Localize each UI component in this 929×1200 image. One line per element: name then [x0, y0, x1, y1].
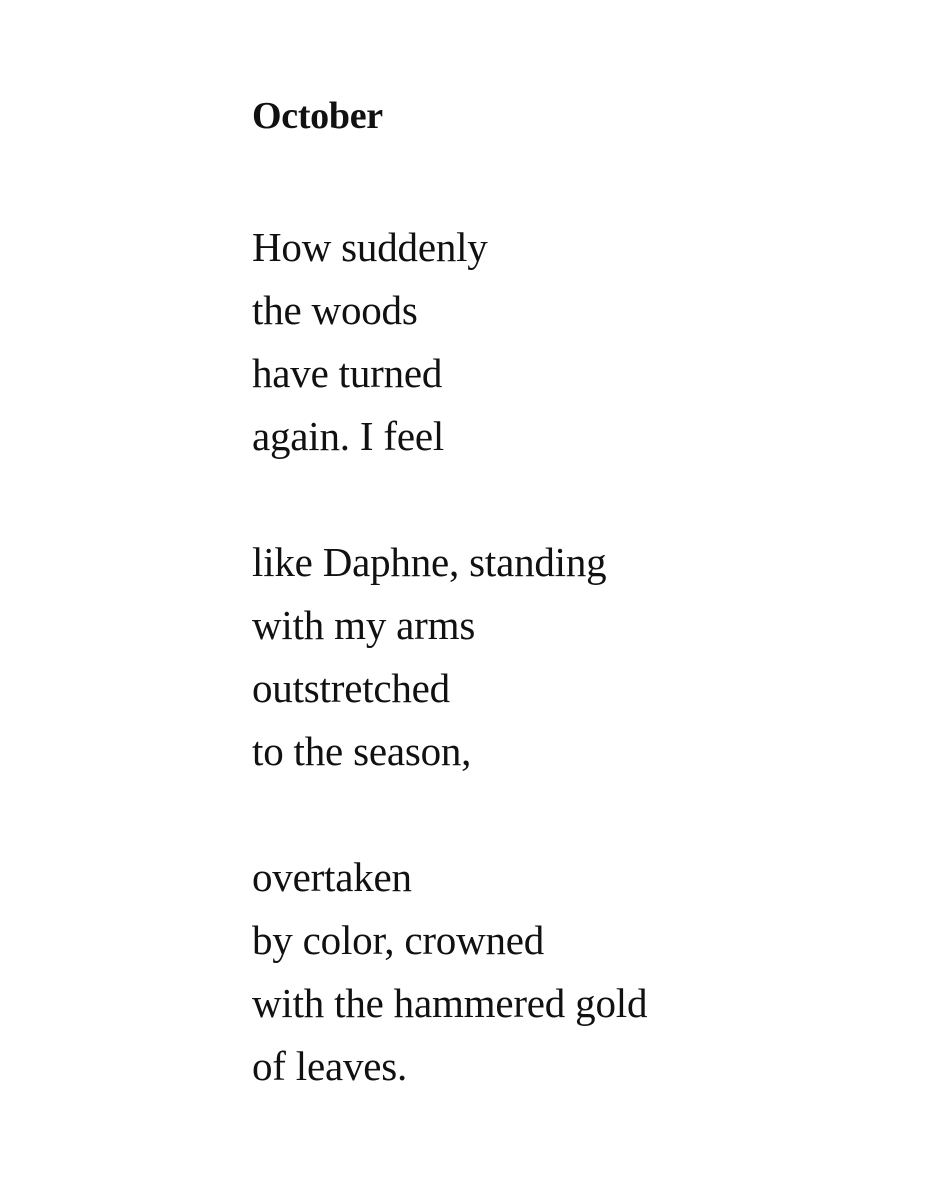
poem-line: of leaves.	[252, 1043, 408, 1089]
poem-line: How suddenly	[252, 224, 488, 270]
poem-line: the woods	[252, 287, 418, 333]
poem-line: with my arms	[252, 602, 476, 648]
stanza-2	[252, 531, 606, 783]
poem-line: to the season,	[252, 728, 472, 774]
poem-line: like Daphne, standing	[252, 539, 607, 585]
poem-line: by color, crowned	[252, 917, 545, 963]
poem-line: overtaken	[252, 854, 412, 900]
poem-line: with the hammered gold	[252, 980, 648, 1026]
poem-line: again. I feel	[252, 413, 445, 459]
poem-line: have turned	[252, 350, 443, 396]
stanza-3	[252, 846, 647, 1098]
stanza-1	[252, 216, 488, 468]
poem-title: October	[252, 95, 383, 137]
poem-line: outstretched	[252, 665, 450, 711]
